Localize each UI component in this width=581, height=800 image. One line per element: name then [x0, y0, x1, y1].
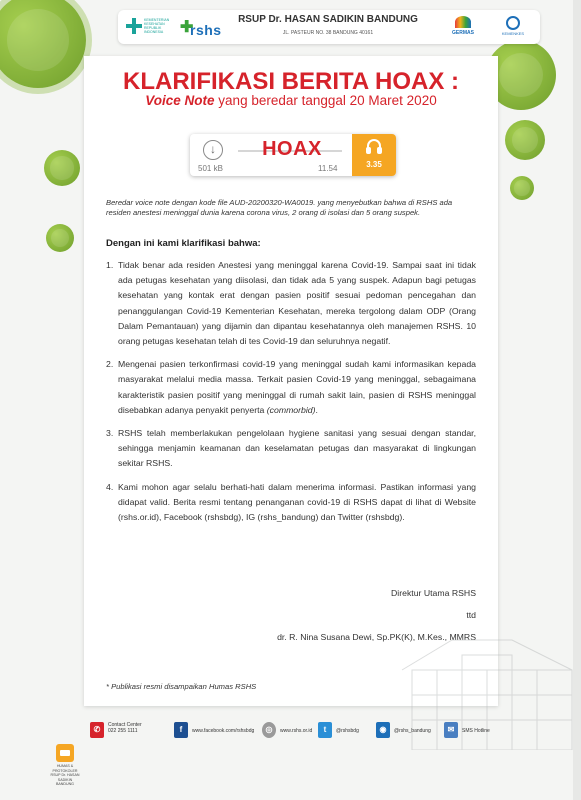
voice-note-widget — [190, 134, 396, 176]
sms-hotline-label: SMS Hotline — [462, 728, 490, 734]
hospital-address: JL. PASTEUR NO. 38 BANDUNG 40161 — [282, 30, 374, 36]
contact-label: Contact Center 022 255 1111 — [108, 722, 142, 734]
hospital-name: RSUP Dr. HASAN SADIKIN BANDUNG — [238, 14, 418, 25]
twitter-icon: t — [318, 722, 332, 738]
file-size: 501 kB — [198, 164, 223, 173]
kemenkes-logo — [493, 16, 533, 38]
footer-instagram[interactable] — [376, 720, 442, 742]
footer — [86, 716, 496, 746]
list-item-text: Tidak benar ada residen Anestesi yang meninggal karena Covid-19. Sampai saat ini tidak ada petugas kesehatan yang diisolasi, dan tidak ada 5 yang suspek. Adapun bagi petugas kesehatan yang kontak erat dengan pasien positif sesuai pedoman pencegahan dan penanggulangan Covid-19 Kementerian Kesehatan, mereka tergolong dalam ODP (Orang Dalam Pemantauan) yang dijamin dan dipantau kesehatannya oleh manajemen RSHS. 10 orang petugas kesehatan telah di tes Covid-19 dan seluruhnya negatif. — [118, 260, 476, 347]
kemkes-cross-icon — [126, 18, 142, 34]
subtitle-voice-note: Voice Note — [145, 93, 215, 108]
list-item-text: RSHS telah memberlakukan pengelolaan hygiene sanitasi yang sesuai dengan standar, sehingga menjamin keamanan dan keselamatan petugas dan masyarakat di lingkungan sekitar RSHS. — [118, 428, 476, 469]
sms-icon: ✉ — [444, 722, 458, 738]
list-item-text: Mengenai pasien terkonfirmasi covid-19 yang meninggal sudah kami informasikan kepada masyarakat melalui media massa. Terkait pasien Covid-19 yang meninggal, sebagaimana karakteristik pasien positif yang meninggal di rumah sakit lain, pasien di RSHS meninggal disebabkan adanya penyakit penyerta — [118, 359, 476, 415]
signature-ttd: ttd — [466, 610, 476, 620]
humas-badge-label: HUMAS & PROTOKOLER RSUP Dr. HASAN SADIKIN BANDUNG — [50, 764, 80, 786]
instagram-icon: ◉ — [376, 722, 390, 738]
globe-icon: ◎ — [262, 722, 276, 738]
audio-duration: 3.35 — [366, 160, 382, 169]
virus-decoration-right-small — [510, 176, 534, 200]
list-item-number: 1. — [106, 260, 114, 270]
list-item-number: 3. — [106, 428, 114, 439]
kemenkes-label: KEMENKES — [501, 31, 525, 36]
header-bar — [118, 10, 540, 44]
germas-logo — [443, 16, 483, 38]
page-subtitle — [84, 93, 498, 108]
footer-sms-hotline[interactable] — [444, 720, 496, 742]
clarification-list — [106, 258, 476, 533]
footer-facebook[interactable] — [174, 720, 258, 742]
list-item-text: Kami mohon agar selalu berhati-hati dalam menerima informasi. Pastikan informasi yang didapat valid. Berita resmi tentang penanganan covid-19 di RSHS dapat di lihat di Website (rshs.or.id), Facebook (rshsbdg), IG (rshs_bandung) dan Twitter (rshsbdg). — [118, 481, 476, 523]
phone-icon: ✆ — [90, 722, 104, 738]
headphones-icon — [366, 139, 382, 155]
publication-note: * Publikasi resmi disampaikan Humas RSHS — [106, 682, 257, 691]
facebook-icon: f — [174, 722, 188, 738]
facebook-link: www.facebook.com/rshsbdg — [192, 728, 255, 734]
kemkes-logo — [126, 16, 170, 38]
humas-badge-icon — [56, 744, 74, 762]
list-item — [106, 426, 476, 472]
download-icon[interactable]: ↓ — [203, 140, 223, 160]
virus-decoration-left-mid — [44, 150, 80, 186]
clarification-intro: Dengan ini kami klarifikasi bahwa: — [106, 238, 261, 249]
list-item — [106, 480, 476, 526]
audio-play-button[interactable] — [352, 134, 396, 176]
virus-decoration-left-small — [46, 224, 74, 252]
virus-decoration-right-mid — [505, 120, 545, 160]
footer-website[interactable] — [262, 720, 322, 742]
list-item — [106, 258, 476, 349]
signature-position: Direktur Utama RSHS — [391, 588, 476, 598]
germas-label: GERMAS — [452, 30, 474, 36]
page-title: KLARIFIKASI BERITA HOAX : — [123, 68, 459, 95]
footer-contact[interactable] — [90, 720, 150, 742]
instagram-handle: @rshs_bandung — [394, 728, 431, 734]
subtitle-rest: yang beredar tanggal 20 Maret 2020 — [214, 93, 437, 108]
message-time: 11.54 — [318, 164, 338, 173]
list-item-italic: (commorbid) — [266, 404, 316, 415]
rshs-logo-text: rshs — [190, 22, 222, 38]
website-link: www.rshs.or.id — [280, 728, 313, 734]
rshs-plus-icon: ✚ — [180, 19, 194, 36]
virus-decoration-top-left — [0, 0, 86, 88]
hoax-label: HOAX — [262, 138, 322, 160]
kemenkes-circle-icon — [506, 16, 520, 30]
signature-name: dr. R. Nina Susana Dewi, Sp.PK(K), M.Kes., MMRS — [277, 632, 476, 642]
germas-arc-icon — [455, 16, 471, 28]
list-item-number: 2. — [106, 359, 114, 370]
list-item-number: 4. — [106, 481, 114, 492]
humas-badge — [50, 744, 80, 786]
list-item — [106, 357, 476, 418]
kemkes-logo-text: KEMENTERIAN KESEHATAN REPUBLIK INDONESIA — [144, 18, 170, 34]
voice-note-caption: Beredar voice note dengan kode file AUD-20200320-WA0019. yang menyebutkan bahwa di RSHS ada residen anestesi meninggal dunia karena corona virus, 2 orang di isolasi dan 5 orang suspek. — [106, 198, 453, 217]
footer-twitter[interactable] — [318, 720, 372, 742]
list-item-tail: . — [315, 404, 318, 415]
twitter-handle: @rshsbdg — [336, 728, 359, 734]
